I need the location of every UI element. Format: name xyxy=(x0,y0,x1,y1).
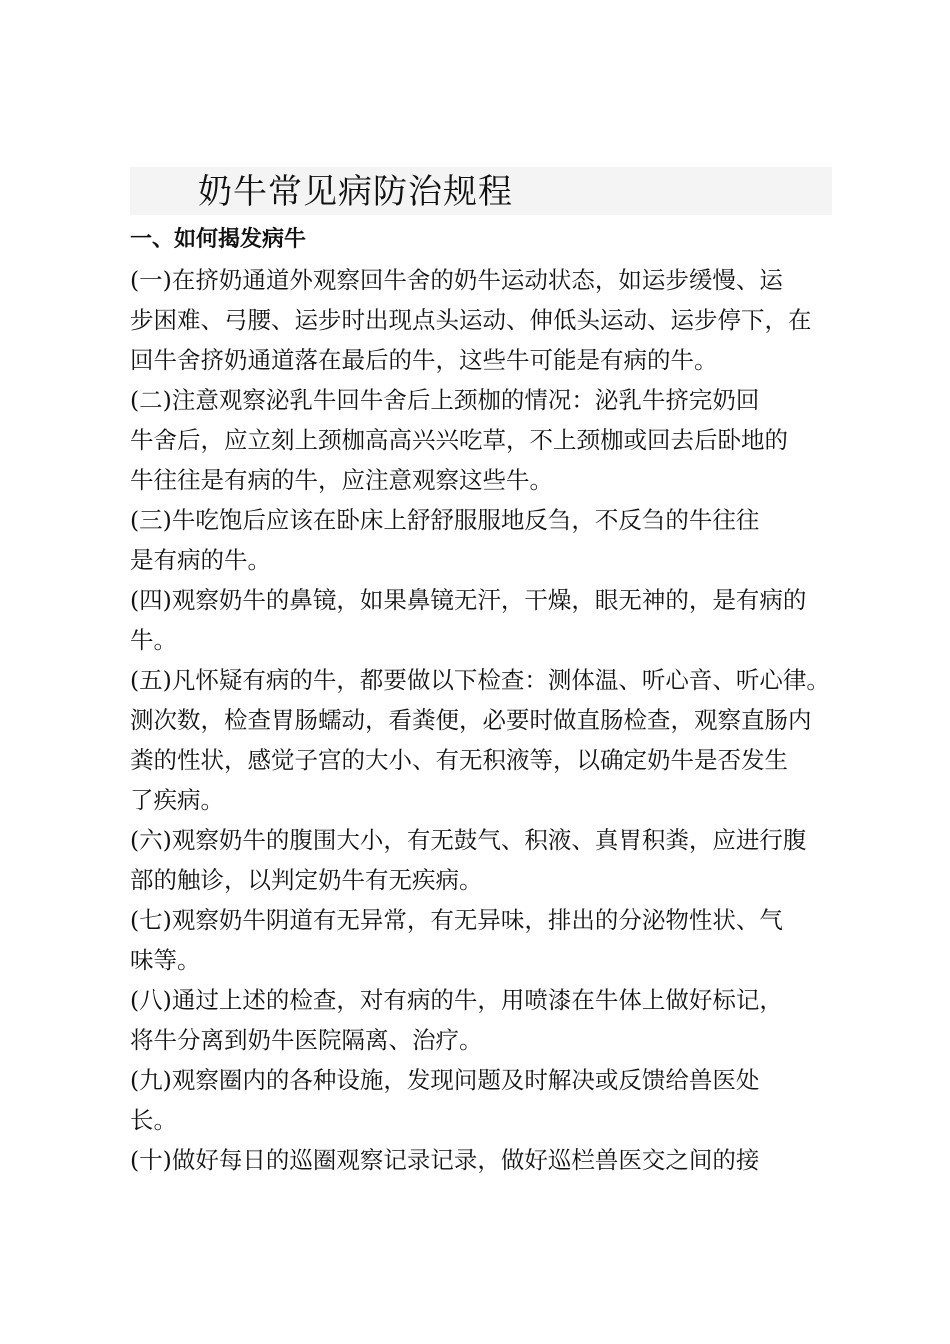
text-line: (四)观察奶牛的鼻镜，如果鼻镜无汗，干燥，眼无神的，是有病的 xyxy=(130,586,807,614)
list-item xyxy=(130,1140,850,1180)
text-line: (二)注意观察泌乳牛回牛舍后上颈枷的情况：泌乳牛挤完奶回 xyxy=(130,386,760,414)
text-line: (五)凡怀疑有病的牛，都要做以下检查：测体温、听心音、听心律。 xyxy=(130,666,830,694)
text-line: 牛往往是有病的牛，应注意观察这些牛。 xyxy=(130,466,553,494)
list-item xyxy=(130,820,850,900)
text-line: 味等。 xyxy=(130,946,201,974)
text-line: 了疾病。 xyxy=(130,786,224,814)
text-line: 牛舍后，应立刻上颈枷高高兴兴吃草，不上颈枷或回去后卧地的 xyxy=(130,426,788,454)
text-line: (一)在挤奶通道外观察回牛舍的奶牛运动状态，如运步缓慢、运 xyxy=(130,266,783,294)
text-line: 牛。 xyxy=(130,626,177,654)
text-line: 是有病的牛。 xyxy=(130,546,271,574)
text-line: 步困难、弓腰、运步时出现点头运动、伸低头运动、运步停下，在 xyxy=(130,306,812,334)
text-line: (六)观察奶牛的腹围大小，有无鼓气、积液、真胃积粪，应进行腹 xyxy=(130,826,807,854)
text-line: (三)牛吃饱后应该在卧床上舒舒服服地反刍，不反刍的牛往往 xyxy=(130,506,760,534)
list-item xyxy=(130,380,850,500)
text-line: 测次数，检查胃肠蠕动，看粪便，必要时做直肠检查，观察直肠内 xyxy=(130,706,812,734)
text-line: 粪的性状，感觉子宫的大小、有无积液等，以确定奶牛是否发生 xyxy=(130,746,788,774)
list-item xyxy=(130,900,850,980)
section-heading: 一、如何揭发病牛 xyxy=(130,227,307,252)
text-line: 长。 xyxy=(130,1106,177,1134)
text-line: (十)做好每日的巡圈观察记录记录，做好巡栏兽医交之间的接 xyxy=(130,1146,760,1174)
list-item xyxy=(130,980,850,1060)
text-line: 部的触诊，以判定奶牛有无疾病。 xyxy=(130,866,483,894)
list-item xyxy=(130,500,850,580)
text-line: 回牛舍挤奶通道落在最后的牛，这些牛可能是有病的牛。 xyxy=(130,346,718,374)
list-item xyxy=(130,580,850,660)
text-line: (八)通过上述的检查，对有病的牛，用喷漆在牛体上做好标记， xyxy=(130,986,783,1014)
list-item xyxy=(130,260,850,380)
text-line: (九)观察圈内的各种设施，发现问题及时解决或反馈给兽医处 xyxy=(130,1066,760,1094)
text-line: 将牛分离到奶牛医院隔离、治疗。 xyxy=(130,1026,483,1054)
page-title: 奶牛常见病防治规程 xyxy=(198,172,513,212)
list-item xyxy=(130,1060,850,1140)
text-line: (七)观察奶牛阴道有无异常，有无异味，排出的分泌物性状、气 xyxy=(130,906,783,934)
document-body xyxy=(130,260,850,1180)
list-item xyxy=(130,660,850,820)
